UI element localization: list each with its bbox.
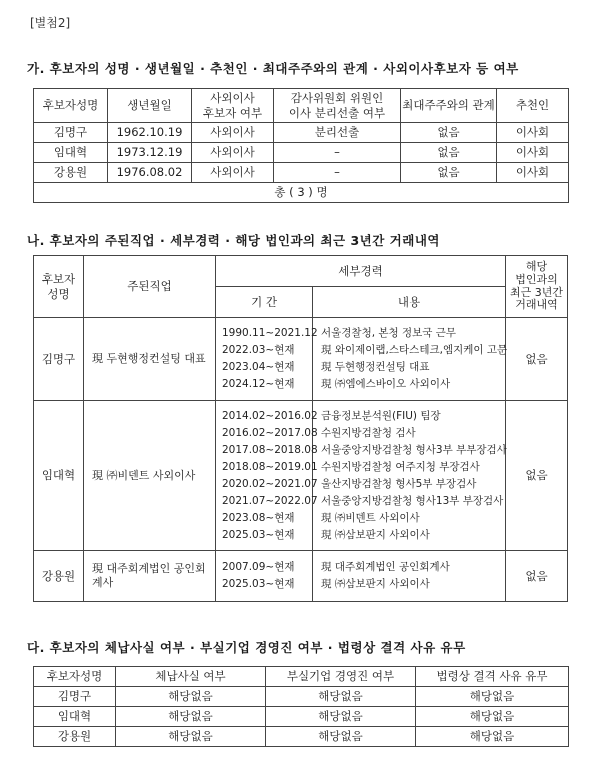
main-job: 現 ㈜비덴트 사외이사 — [84, 401, 216, 551]
candidate-name: 임대혁 — [34, 143, 108, 163]
career-content: 금융정보분석원(FIU) 팀장 — [321, 409, 441, 422]
table-row — [34, 163, 569, 183]
header-recommender: 추천인 — [497, 89, 569, 123]
transactions: 없음 — [506, 551, 568, 602]
career-content: 서울중앙지방검찰청 형사13부 부장검사 — [321, 494, 504, 507]
table-row — [34, 143, 569, 163]
legal-disqualification: 해당없음 — [416, 687, 569, 707]
header-name: 후보자성명 — [34, 89, 108, 123]
candidate-name: 강용원 — [34, 551, 84, 602]
career-content: 現 ㈜엠에스바이오 사외이사 — [321, 378, 451, 390]
career-period: 2007.09~현재 — [222, 561, 295, 573]
header-transactions: 해당 법인과의 최근 3년간 거래내역 — [506, 256, 568, 318]
header-content: 내용 — [397, 295, 421, 309]
career-period: 2020.02~2021.07 — [222, 477, 318, 490]
table-row — [34, 318, 568, 401]
candidate-name: 김명구 — [34, 123, 108, 143]
outside-director: 사외이사 — [192, 143, 274, 163]
outside-director: 사외이사 — [192, 163, 274, 183]
legal-disqualification: 해당없음 — [416, 727, 569, 747]
tax-delinquency: 해당없음 — [116, 727, 266, 747]
section1-title: 가. 후보자의 성명 · 생년월일 · 추천인 · 최대주주와의 관계 · 사외이사후보자 등 여부 — [27, 61, 519, 76]
career-period: 2017.08~2018.08 — [222, 443, 318, 456]
table-row — [34, 551, 568, 602]
header-audit-committee: 감사위원회 위원인 이사 분리선출 여부 — [274, 89, 401, 123]
table-row — [34, 123, 569, 143]
candidate-name: 김명구 — [34, 687, 116, 707]
attachment-label: [별첨2] — [30, 16, 71, 30]
candidate-name: 강용원 — [34, 163, 108, 183]
career-content: 現 ㈜비덴트 사외이사 — [321, 511, 420, 524]
header-main-job: 주된직업 — [84, 256, 216, 318]
career-period: 2022.03~현재 — [222, 344, 295, 356]
career-period: 2024.12~현재 — [222, 378, 295, 390]
birthdate: 1973.12.19 — [108, 143, 192, 163]
total-row — [34, 183, 569, 203]
career-details — [216, 551, 506, 602]
legal-disqualification: 해당없음 — [416, 707, 569, 727]
career-period: 2021.07~2022.07 — [222, 494, 318, 507]
main-job: 現 두현행정컨설팅 대표 — [84, 318, 216, 401]
header-candidate-name: 후보자 성명 — [34, 256, 84, 318]
recommender: 이사회 — [497, 123, 569, 143]
career-period: 2016.02~2017.08 — [222, 426, 318, 439]
recommender: 이사회 — [497, 163, 569, 183]
birthdate: 1976.08.02 — [108, 163, 192, 183]
career-period: 2025.03~현재 — [222, 528, 295, 541]
candidate-name: 강용원 — [34, 727, 116, 747]
career-content: 現 와이제이랩,스타스테크,엠지케이 고문 — [321, 344, 508, 356]
career-period: 2023.04~현재 — [222, 361, 295, 373]
candidate-name: 임대혁 — [34, 401, 84, 551]
career-period: 2025.03~현재 — [222, 578, 295, 590]
shareholder-relation: 없음 — [401, 163, 497, 183]
header-career: 세부경력 — [216, 256, 506, 287]
career-period: 2014.02~2016.02 — [222, 409, 318, 422]
header-insolvent-mgmt: 부실기업 경영진 여부 — [266, 667, 416, 687]
shareholder-relation: 없음 — [401, 123, 497, 143]
audit-separation: – — [274, 163, 401, 183]
main-job: 現 대주회계법인 공인회계사 — [84, 551, 216, 602]
career-table — [33, 255, 568, 602]
career-content: 現 대주회계법인 공인회계사 — [321, 561, 450, 573]
birthdate: 1962.10.19 — [108, 123, 192, 143]
table-row — [34, 707, 569, 727]
transactions: 없음 — [506, 318, 568, 401]
insolvent-mgmt: 해당없음 — [266, 687, 416, 707]
table-row — [34, 401, 568, 551]
career-period: 1990.11~2021.12 — [222, 327, 318, 339]
tax-delinquency: 해당없음 — [116, 707, 266, 727]
header-period: 기 간 — [216, 287, 313, 317]
header-major-shareholder: 최대주주와의 관계 — [401, 89, 497, 123]
tax-delinquency: 해당없음 — [116, 687, 266, 707]
insolvent-mgmt: 해당없음 — [266, 727, 416, 747]
header-legal-disqualification: 법령상 결격 사유 유무 — [416, 667, 569, 687]
table-row — [34, 687, 569, 707]
section2-title: 나. 후보자의 주된직업 · 세부경력 · 해당 법인과의 최근 3년간 거래내역 — [27, 233, 440, 248]
header-outside-director: 사외이사 후보자 여부 — [192, 89, 274, 123]
career-period: 2023.08~현재 — [222, 511, 295, 524]
shareholder-relation: 없음 — [401, 143, 497, 163]
header-birthdate: 생년월일 — [108, 89, 192, 123]
career-content: 수원지방검찰청 여주지청 부장검사 — [321, 460, 480, 473]
candidate-name: 김명구 — [34, 318, 84, 401]
disqualification-table — [33, 666, 569, 747]
career-period: 2018.08~2019.01 — [222, 460, 318, 473]
career-details — [216, 318, 506, 401]
header-name: 후보자성명 — [34, 667, 116, 687]
career-content: 수원지방검찰청 검사 — [321, 426, 416, 439]
candidate-name: 임대혁 — [34, 707, 116, 727]
career-details — [216, 401, 506, 551]
recommender: 이사회 — [497, 143, 569, 163]
career-content: 울산지방검찰청 형사5부 부장검사 — [321, 477, 477, 490]
audit-separation: – — [274, 143, 401, 163]
header-tax-delinquency: 체납사실 여부 — [116, 667, 266, 687]
candidate-info-table — [33, 88, 569, 203]
insolvent-mgmt: 해당없음 — [266, 707, 416, 727]
total-count: 총 ( 3 ) 명 — [34, 183, 569, 203]
table-row — [34, 727, 569, 747]
career-content: 現 두현행정컨설팅 대표 — [321, 361, 430, 373]
transactions: 없음 — [506, 401, 568, 551]
career-content: 現 ㈜삼보판지 사외이사 — [321, 578, 430, 590]
career-content: 現 ㈜삼보판지 사외이사 — [321, 528, 430, 541]
audit-separation: 분리선출 — [274, 123, 401, 143]
section3-title: 다. 후보자의 체납사실 여부 · 부실기업 경영진 여부 · 법령상 결격 사유 유무 — [27, 640, 466, 655]
career-content: 서울경찰청, 본청 정보국 근무 — [321, 327, 457, 339]
outside-director: 사외이사 — [192, 123, 274, 143]
career-content: 서울중앙지방검찰청 형사3부 부부장검사 — [321, 443, 507, 456]
